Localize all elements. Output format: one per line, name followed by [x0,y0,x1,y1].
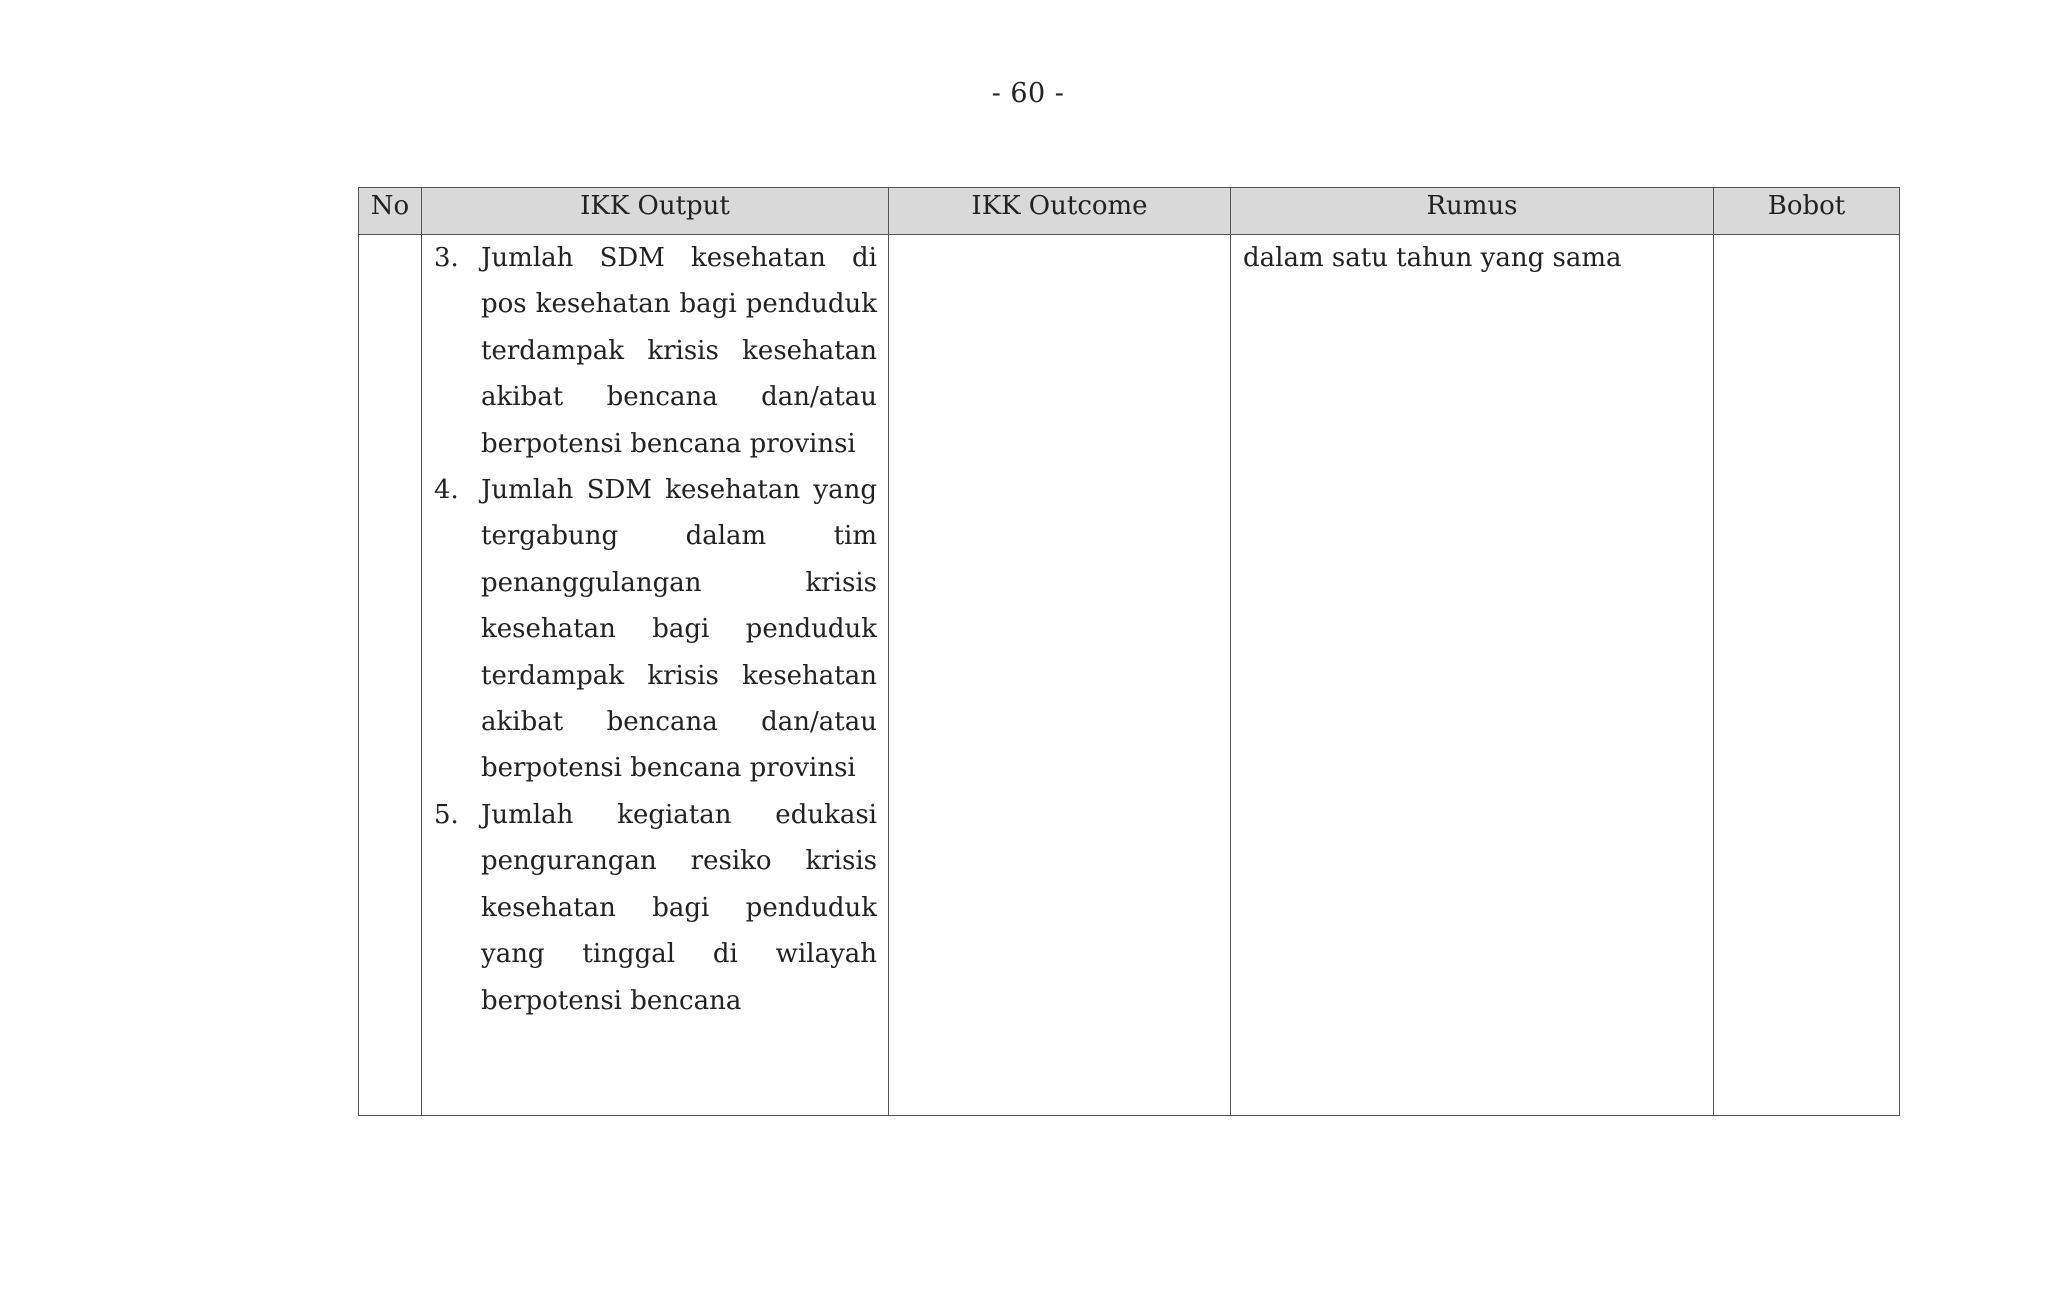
header-no: No [359,188,422,235]
page-number: - 60 - [991,78,1065,109]
table-header-row [359,188,1900,235]
list-item [434,467,877,792]
ikk-output-list [422,235,888,1024]
list-item-number: 3. [434,243,459,273]
list-item-number: 5. [434,799,459,830]
header-ikk-output: IKK Output [422,188,889,235]
cell-rumus [1231,235,1714,1116]
cell-ikk-output [422,235,889,1116]
list-item [434,792,877,1024]
list-item-text: Jumlah SDM kesehatan di pos kesehatan bagi penduduk terdampak krisis kesehatan akibat bencana dan/atau berpotensi bencana provinsi [481,243,877,459]
list-item-text: Jumlah SDM kesehatan yang tergabung dalam tim penanggulangan krisis kesehatan bagi penduduk terdampak krisis kesehatan akibat bencana dan/atau berpotensi bencana provinsi [481,475,877,784]
cell-bobot [1714,235,1900,1116]
list-item-number: 4. [434,475,459,506]
list-item [434,235,877,467]
table-row [359,235,1900,1116]
list-item-text: Jumlah kegiatan edukasi pengurangan resiko krisis kesehatan bagi penduduk yang tinggal di wilayah berpotensi bencana [481,799,877,1016]
rumus-text: dalam satu tahun yang sama [1243,243,1622,273]
cell-ikk-outcome [889,235,1231,1116]
ikk-table [358,187,1900,1116]
cell-no [359,235,422,1116]
header-bobot: Bobot [1714,188,1900,235]
header-ikk-outcome: IKK Outcome [889,188,1231,235]
header-rumus: Rumus [1231,188,1714,235]
